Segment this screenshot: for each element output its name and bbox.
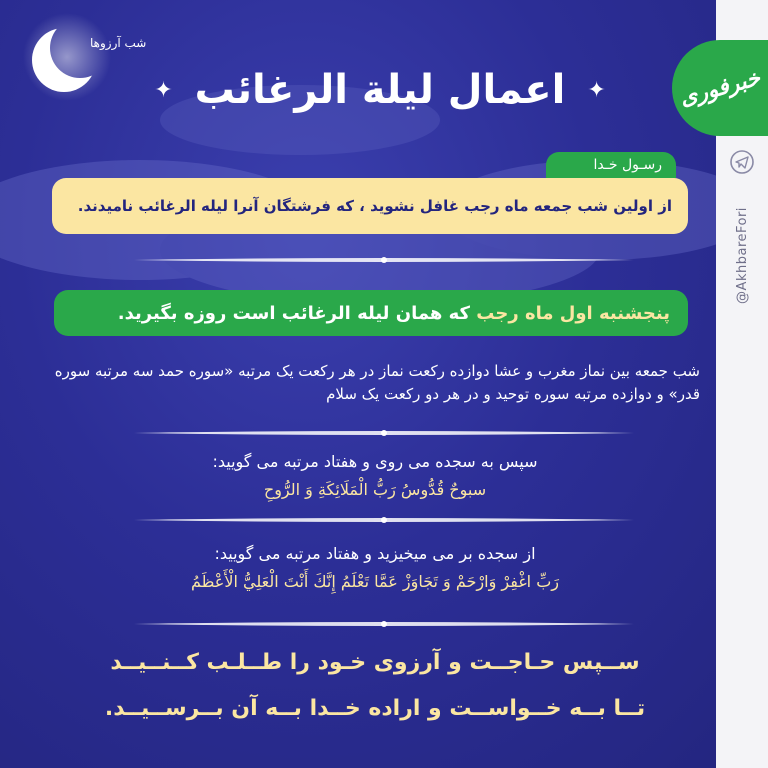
prayer-instructions: شب جمعه بین نماز مغرب و عشا دوازده رکعت نماز در هر رکعت یک مرتبه «سوره حمد سه مرتبه سوره قدر» و دوازده مرتبه سوره توحید و در هر دو رکعت یک سلام bbox=[54, 362, 700, 404]
closing-line-2: تــا بــه خــواســت و اراده خــدا بــه آن بــرســیــد. bbox=[104, 696, 646, 721]
divider bbox=[134, 252, 634, 266]
fasting-banner-highlight: پنجشنبه اول ماه رجب bbox=[476, 302, 670, 324]
divider bbox=[134, 512, 634, 526]
divider bbox=[134, 425, 634, 439]
brand-logo bbox=[672, 40, 768, 136]
telegram-icon[interactable] bbox=[730, 150, 754, 174]
moon-caption: شب آرزوها bbox=[90, 36, 147, 50]
title-row bbox=[120, 60, 640, 120]
fasting-banner bbox=[54, 290, 688, 336]
quote-source-label: رسـول خـدا bbox=[546, 152, 676, 178]
sajdah-2-intro: از سجده بر می میخیزید و هفتاد مرتبه می گویید: bbox=[214, 544, 536, 563]
fasting-banner-text: که همان لیله الرغائب است روزه بگیرید. bbox=[117, 302, 477, 324]
sparkle-icon: ✦ bbox=[587, 77, 606, 103]
crescent-moon-icon bbox=[22, 12, 112, 102]
brand-handle[interactable]: @AkhbareFori bbox=[734, 206, 750, 304]
page-title: اعمال لیلة الرغائب bbox=[194, 67, 566, 113]
brand-logo-text: خبرفوری bbox=[677, 65, 763, 111]
sparkle-icon: ✦ bbox=[154, 77, 173, 103]
quote-text: از اولین شب جمعه ماه رجب غافل نشوید ، که فرشتگان آنرا لیله الرغائب نامیدند. bbox=[77, 197, 672, 215]
sajdah-1-dhikr: سبوحٌ قُدُّوسُ رَبُّ الْمَلَائِکَةِ وَ الرُّوحِ bbox=[263, 480, 487, 499]
sajdah-1-intro: سپس به سجده می روی و هفتاد مرتبه می گویید: bbox=[212, 452, 538, 471]
quote-box bbox=[52, 178, 688, 234]
sajdah-2-dhikr: رَبِّ اغْفِرْ وَارْحَمْ وَ تَجَاوَزْ عَمَّا تَعْلَمُ إِنَّكَ أَنْتَ الْعَلِيُّ الْأَعْظَمُ bbox=[191, 572, 559, 591]
closing-line-1: ســپس حـاجــت و آرزوی خـود را طــلـب کــنــیــد bbox=[110, 650, 640, 675]
divider bbox=[134, 616, 634, 630]
